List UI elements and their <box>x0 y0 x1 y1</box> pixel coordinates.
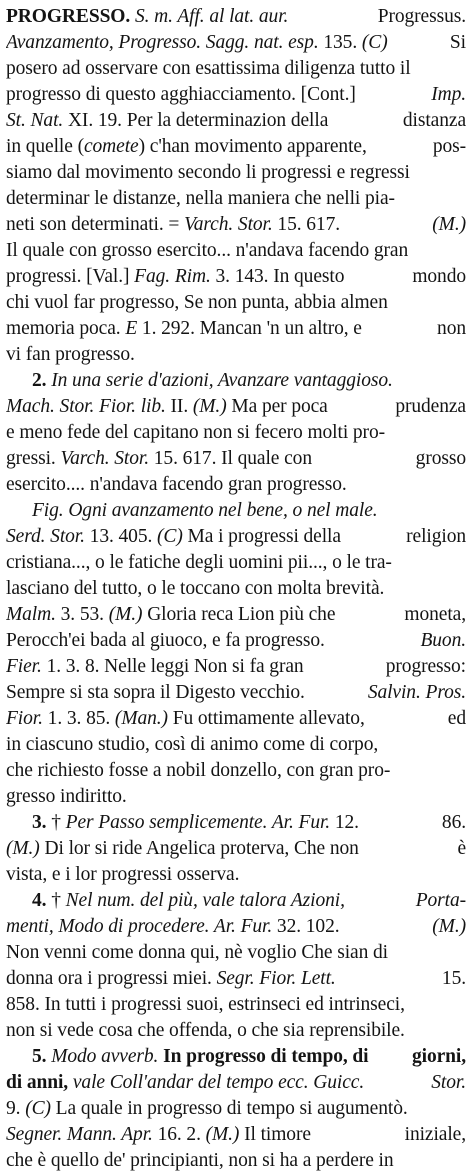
text-line: e meno fede del capitano non si fecero molti pro- <box>6 422 385 443</box>
text-line: Mach. Stor. Fior. lib. II. (M.) Ma per poca prudenza <box>6 396 466 417</box>
text-line: esercito.... n'andava facendo gran progresso. <box>6 474 347 495</box>
text-line: St. Nat. XI. 19. Per la determinazion della distanza <box>6 110 466 131</box>
text-line: 5. Modo avverb. In progresso di tempo, di giorni, <box>32 1046 466 1067</box>
text-line: Non venni come donna qui, nè voglio Che sian di <box>6 942 388 963</box>
text-line: 4. † Nel num. del più, vale talora Azioni, Porta- <box>32 890 466 911</box>
text-line: PROGRESSO. S. m. Aff. al lat. aur. Progressus. <box>6 6 466 27</box>
text-line: siamo dal movimento secondo li progressi e regressi <box>6 162 410 183</box>
text-line: gresso indiritto. <box>6 786 127 807</box>
text-line: 3. † Per Passo semplicemente. Ar. Fur. 12. 86. <box>32 812 466 833</box>
text-line: chi vuol far progresso, Se non punta, abbia almen <box>6 292 388 313</box>
text-line: progresso di questo agghiacciamento. [Cont.] Imp. <box>6 84 466 105</box>
text-line: cristiana..., o le fatiche degli uomini pii..., o le tra- <box>6 552 392 573</box>
text-line: vi fan progresso. <box>6 344 135 365</box>
text-line: posero ad osservare con esattissima diligenza tutto il <box>6 58 411 79</box>
text-line: che richiesto fosse a nobil donzello, con gran pro- <box>6 760 391 781</box>
text-line: (M.) Di lor si ride Angelica proterva, Che non è <box>6 838 466 859</box>
text-line: Sempre si sta sopra il Digesto vecchio. Salvin. Pros. <box>6 682 466 703</box>
text-line: Fior. 1. 3. 85. (Man.) Fu ottimamente allevato, ed <box>6 708 466 729</box>
text-line: donna ora i progressi miei. Segr. Fior. Lett. 15. <box>6 968 466 989</box>
text-line: Serd. Stor. 13. 405. (C) Ma i progressi della religion <box>6 526 466 547</box>
text-line: Malm. 3. 53. (M.) Gloria reca Lion più che moneta, <box>6 604 466 625</box>
text-line: Segner. Mann. Apr. 16. 2. (M.) Il timore iniziale, <box>6 1124 466 1145</box>
text-line: Fig. Ogni avanzamento nel bene, o nel male. <box>32 500 378 521</box>
text-line: lasciano del tutto, o le toccano con molta brevità. <box>6 578 385 599</box>
text-line: di anni, vale Coll'andar del tempo ecc. Guicc. Stor. <box>6 1072 466 1093</box>
text-line: memoria poca. E 1. 292. Mancan 'n un altro, e non <box>6 318 466 339</box>
text-line: che è quello de' principianti, non si ha a perdere in <box>6 1150 394 1171</box>
headword: PROGRESSO <box>6 6 126 27</box>
text-line: 9. (C) La quale in progresso di tempo si augumentò. <box>6 1098 408 1119</box>
text-line: Avanzamento, Progresso. Sagg. nat. esp. 135. (C) Si <box>6 32 466 53</box>
text-line: menti, Modo di procedere. Ar. Fur. 32. 102. (M.) <box>6 916 466 937</box>
text-line: Perocch'ei bada al giuoco, e fa progresso. Buon. <box>6 630 466 651</box>
text-line: in ciascuno studio, così di animo come di corpo, <box>6 734 379 755</box>
text-line: gressi. Varch. Stor. 15. 617. Il quale con grosso <box>6 448 466 469</box>
text-line: progressi. [Val.] Fag. Rim. 3. 143. In questo mondo <box>6 266 466 287</box>
text-line: in quelle (comete) c'han movimento apparente, pos- <box>6 136 466 157</box>
text-line: 858. In tutti i progressi suoi, estrinseci ed intrinseci, <box>6 994 405 1015</box>
text-line: neti son determinati. = Varch. Stor. 15. 617. (M.) <box>6 214 466 235</box>
text-line: Il quale con grosso esercito... n'andava facendo gran <box>6 240 409 261</box>
text-line: non si vede cosa che offenda, o che sia reprensibile. <box>6 1020 405 1041</box>
text-line: 2. In una serie d'azioni, Avanzare vantaggioso. <box>32 370 393 391</box>
text-line: Fier. 1. 3. 8. Nelle leggi Non si fa gran progresso: <box>6 656 466 677</box>
text-line: determinar le distanze, nella maniera che nelli pia- <box>6 188 395 209</box>
text-line: vista, e i lor progressi osserva. <box>6 864 240 885</box>
